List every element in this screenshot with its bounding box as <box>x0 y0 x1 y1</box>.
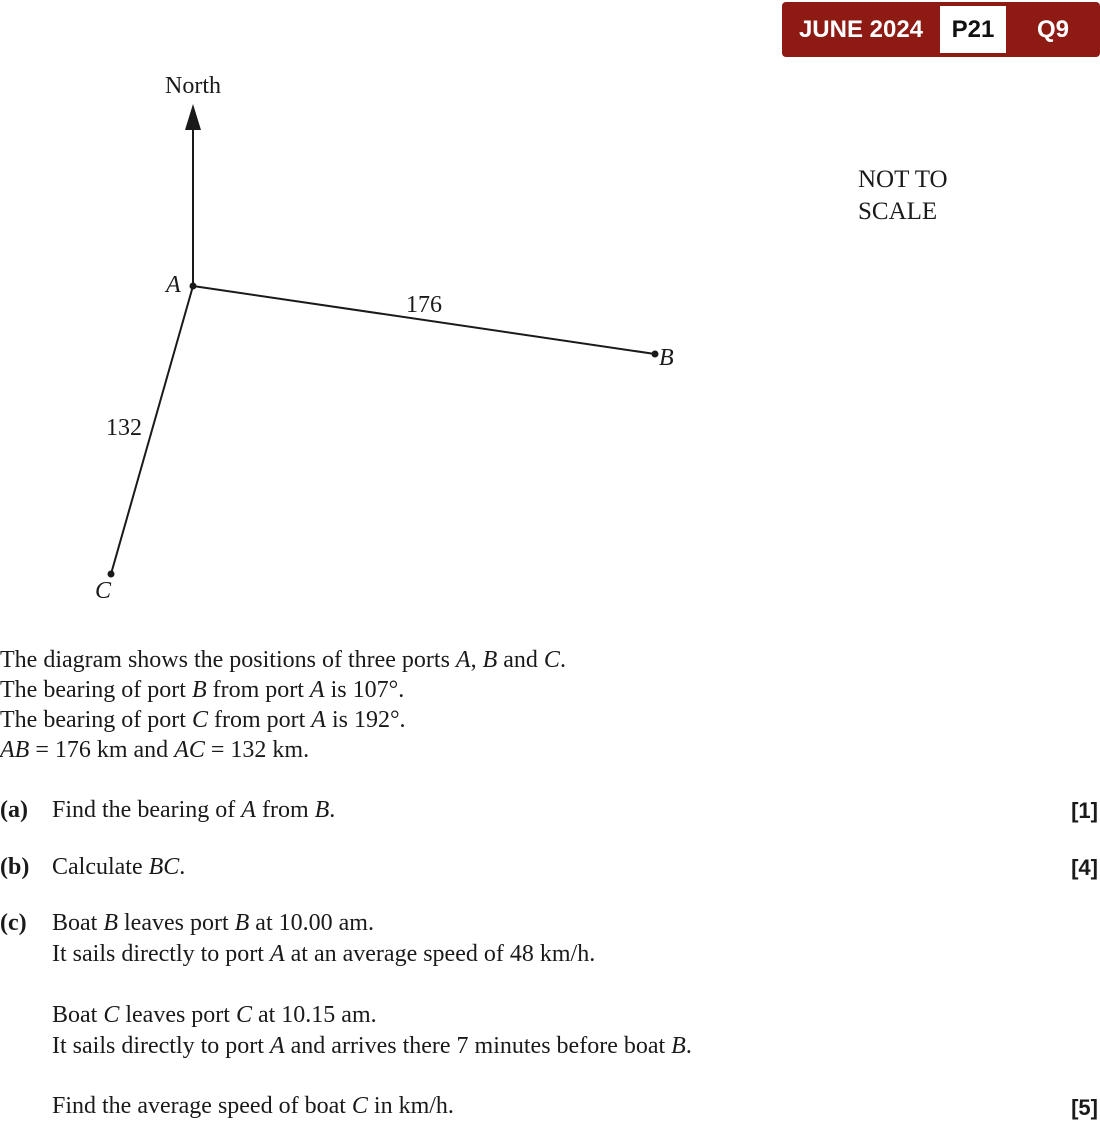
question-number: Q9 <box>1036 15 1069 43</box>
part-c-line-1: Boat B leaves port B at 10.00 am. <box>52 910 374 936</box>
part-c-line-2: It sails directly to port A at an average speed of 48 km/h. <box>52 941 596 967</box>
intro-line-1: The diagram shows the positions of three ports A, B and C. <box>0 647 566 673</box>
part-b-marks: [4] <box>1071 855 1098 880</box>
not-to-scale-note <box>858 164 948 228</box>
part-b-label: (b) <box>0 854 30 880</box>
length-ac-label: 132 <box>106 415 142 441</box>
part-a-text: Find the bearing of A from B. <box>52 797 336 823</box>
scale-note-line-1: NOT TO <box>858 166 948 193</box>
exam-session: JUNE 2024 <box>798 15 924 43</box>
part-a-marks: [1] <box>1071 798 1098 823</box>
paper-number: P21 <box>940 6 1006 53</box>
part-a-label: (a) <box>0 797 28 823</box>
question-intro <box>0 645 566 765</box>
part-c-line-5: Find the average speed of boat C in km/h. <box>52 1093 454 1119</box>
part-c-line-3: Boat C leaves port C at 10.15 am. <box>52 1002 377 1028</box>
north-arrow-icon <box>185 104 201 130</box>
paper-reference-badge <box>782 2 1100 57</box>
part-a <box>0 795 1100 826</box>
ports-diagram <box>0 60 700 620</box>
part-c-line-4: It sails directly to port A and arrives there 7 minutes before boat B. <box>52 1033 692 1059</box>
intro-line-3: The bearing of port C from port A is 192°. <box>0 707 406 733</box>
point-c-label: C <box>95 578 112 604</box>
part-b-text: Calculate BC. <box>52 854 186 880</box>
part-c <box>0 908 1100 1118</box>
point-a-label: A <box>166 272 181 298</box>
length-ab-label: 176 <box>406 292 442 318</box>
point-c-dot <box>108 571 115 578</box>
north-label: North <box>165 73 221 99</box>
point-b-label: B <box>659 345 674 371</box>
point-b-dot <box>652 351 659 358</box>
point-a-dot <box>190 283 197 290</box>
scale-note-line-2: SCALE <box>858 198 938 225</box>
intro-line-2: The bearing of port B from port A is 107°. <box>0 677 405 703</box>
intro-line-4: AB = 176 km and AC = 132 km. <box>0 737 310 763</box>
part-b <box>0 852 1100 883</box>
part-c-label: (c) <box>0 910 27 936</box>
part-c-marks: [5] <box>1071 1095 1098 1120</box>
